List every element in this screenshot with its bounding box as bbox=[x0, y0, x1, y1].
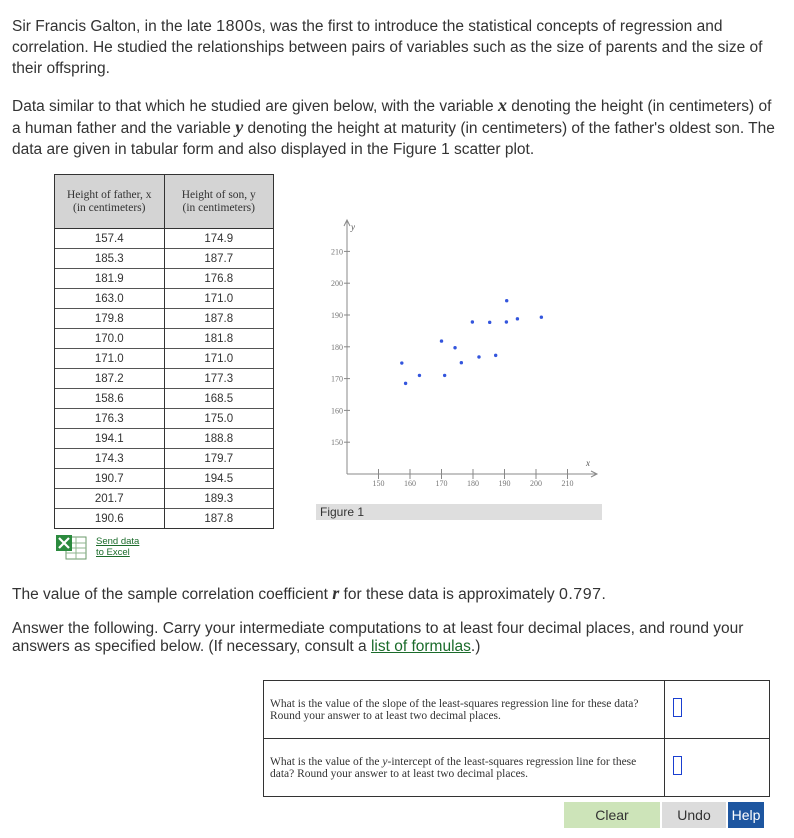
y-tick-label: 150 bbox=[331, 438, 343, 448]
father-height-cell: 158.6 bbox=[55, 389, 165, 409]
data-point bbox=[477, 355, 480, 358]
questions-table bbox=[263, 680, 770, 797]
correlation-value: 0.797 bbox=[558, 586, 602, 603]
excel-icon bbox=[54, 533, 88, 561]
son-height-cell: 187.8 bbox=[164, 509, 274, 529]
table-row bbox=[55, 429, 274, 449]
question-row-slope bbox=[264, 681, 770, 739]
son-height-cell: 171.0 bbox=[164, 349, 274, 369]
x-tick-label: 170 bbox=[435, 479, 448, 488]
table-row bbox=[55, 309, 274, 329]
intercept-answer-input[interactable] bbox=[673, 756, 682, 775]
year-value: 1800 bbox=[216, 18, 254, 35]
list-of-formulas-link[interactable]: list of formulas bbox=[370, 638, 471, 655]
son-height-cell: 175.0 bbox=[164, 409, 274, 429]
father-height-cell: 181.9 bbox=[55, 269, 165, 289]
send-to-excel-link[interactable]: Send data to Excel bbox=[96, 536, 140, 558]
data-point bbox=[443, 374, 446, 377]
slope-answer-input[interactable] bbox=[673, 698, 682, 717]
son-height-cell: 174.9 bbox=[164, 229, 274, 249]
table-row bbox=[55, 509, 274, 529]
father-height-cell: 171.0 bbox=[55, 349, 165, 369]
header-father-height: Height of father, x (in centimeters) bbox=[55, 175, 165, 229]
table-row bbox=[55, 289, 274, 309]
father-height-cell: 190.6 bbox=[55, 509, 165, 529]
x-tick-label: 180 bbox=[467, 479, 479, 488]
son-height-cell: 194.5 bbox=[164, 469, 274, 489]
x-tick-label: 160 bbox=[404, 479, 416, 488]
father-height-cell: 176.3 bbox=[55, 409, 165, 429]
var-r: r bbox=[332, 583, 340, 603]
question-slope: What is the value of the slope of the least-squares regression line for these data? Round your answer to at least two decimal places. bbox=[264, 681, 665, 739]
intro-paragraph-2: Data similar to that which he studied are given below, with the variable x denoting the height (in centimeters) of a human father and the variable y denoting the height at maturity (in centimeters) of the father's oldest son. The data are given in tabular form and also displayed in the Figure 1 scatter plot. bbox=[12, 95, 775, 158]
father-height-cell: 170.0 bbox=[55, 329, 165, 349]
x-tick-label: 150 bbox=[372, 479, 385, 488]
x-axis-label: x bbox=[586, 458, 590, 468]
son-height-cell: 187.8 bbox=[164, 309, 274, 329]
son-height-cell: 181.8 bbox=[164, 329, 274, 349]
father-height-cell: 179.8 bbox=[55, 309, 165, 329]
table-row bbox=[55, 249, 274, 269]
son-height-cell: 171.0 bbox=[164, 289, 274, 309]
father-height-cell: 185.3 bbox=[55, 249, 165, 269]
table-row bbox=[55, 389, 274, 409]
father-height-cell: 187.2 bbox=[55, 369, 165, 389]
data-point bbox=[540, 316, 543, 319]
x-tick-label: 210 bbox=[561, 479, 574, 488]
table-row bbox=[55, 449, 274, 469]
clear-button[interactable]: Clear bbox=[564, 802, 660, 828]
table-row bbox=[55, 369, 274, 389]
son-height-cell: 177.3 bbox=[164, 369, 274, 389]
data-point bbox=[460, 361, 463, 364]
data-point bbox=[516, 317, 519, 320]
data-point bbox=[488, 321, 491, 324]
data-point bbox=[418, 374, 421, 377]
undo-button[interactable]: Undo bbox=[662, 802, 726, 828]
father-height-cell: 201.7 bbox=[55, 489, 165, 509]
son-height-cell: 176.8 bbox=[164, 269, 274, 289]
scatter-plot bbox=[310, 215, 610, 495]
data-table bbox=[54, 174, 274, 529]
data-point bbox=[471, 320, 474, 323]
header-son-height: Height of son, y (in centimeters) bbox=[164, 175, 274, 229]
data-point bbox=[440, 339, 443, 342]
son-height-cell: 168.5 bbox=[164, 389, 274, 409]
y-tick-label: 190 bbox=[331, 311, 343, 320]
table-row bbox=[55, 269, 274, 289]
table-row bbox=[55, 329, 274, 349]
table-row bbox=[55, 409, 274, 429]
table-row bbox=[55, 489, 274, 509]
y-tick-label: 200 bbox=[331, 279, 343, 289]
y-tick-label: 210 bbox=[331, 247, 343, 257]
father-height-cell: 190.7 bbox=[55, 469, 165, 489]
father-height-cell: 157.4 bbox=[55, 229, 165, 249]
father-height-cell: 194.1 bbox=[55, 429, 165, 449]
question-intercept: What is the value of the y-intercept of the least-squares regression line for these data? Round your answer to at least two decimal places. bbox=[264, 739, 665, 797]
x-tick-label: 200 bbox=[530, 479, 542, 488]
figure-caption: Figure 1 bbox=[316, 504, 602, 520]
son-height-cell: 187.7 bbox=[164, 249, 274, 269]
send-to-excel[interactable] bbox=[54, 533, 154, 563]
y-tick-label: 170 bbox=[331, 374, 343, 384]
question-row-intercept bbox=[264, 739, 770, 797]
data-point bbox=[400, 361, 403, 364]
son-height-cell: 179.7 bbox=[164, 449, 274, 469]
table-row bbox=[55, 469, 274, 489]
table-row bbox=[55, 229, 274, 249]
data-point bbox=[505, 320, 508, 323]
data-point bbox=[494, 354, 497, 357]
instructions: Answer the following. Carry your intermediate computations to at least four decimal places, and round your answers as specified below. (If necessary, consult a list of formulas.) bbox=[12, 620, 744, 655]
table-row bbox=[55, 349, 274, 369]
intro-paragraph-1: Sir Francis Galton, in the late 1800s, was the first to introduce the statistical concepts of regression and correlation. He studied the relationships between pairs of variables such as the size of parents and the size of their offspring. bbox=[12, 18, 763, 77]
data-point bbox=[404, 382, 407, 385]
son-height-cell: 189.3 bbox=[164, 489, 274, 509]
father-height-cell: 174.3 bbox=[55, 449, 165, 469]
y-axis-label: y bbox=[351, 222, 355, 232]
var-y: y bbox=[235, 117, 244, 137]
y-tick-label: 160 bbox=[331, 406, 343, 416]
y-tick-label: 180 bbox=[331, 342, 343, 352]
data-point bbox=[505, 299, 508, 302]
data-point bbox=[453, 346, 456, 349]
help-button[interactable]: Help bbox=[728, 802, 764, 828]
son-height-cell: 188.8 bbox=[164, 429, 274, 449]
x-tick-label: 190 bbox=[498, 479, 511, 488]
correlation-statement: The value of the sample correlation coefficient r for these data is approximately 0.797. bbox=[12, 583, 606, 603]
var-x: x bbox=[497, 95, 507, 115]
father-height-cell: 163.0 bbox=[55, 289, 165, 309]
